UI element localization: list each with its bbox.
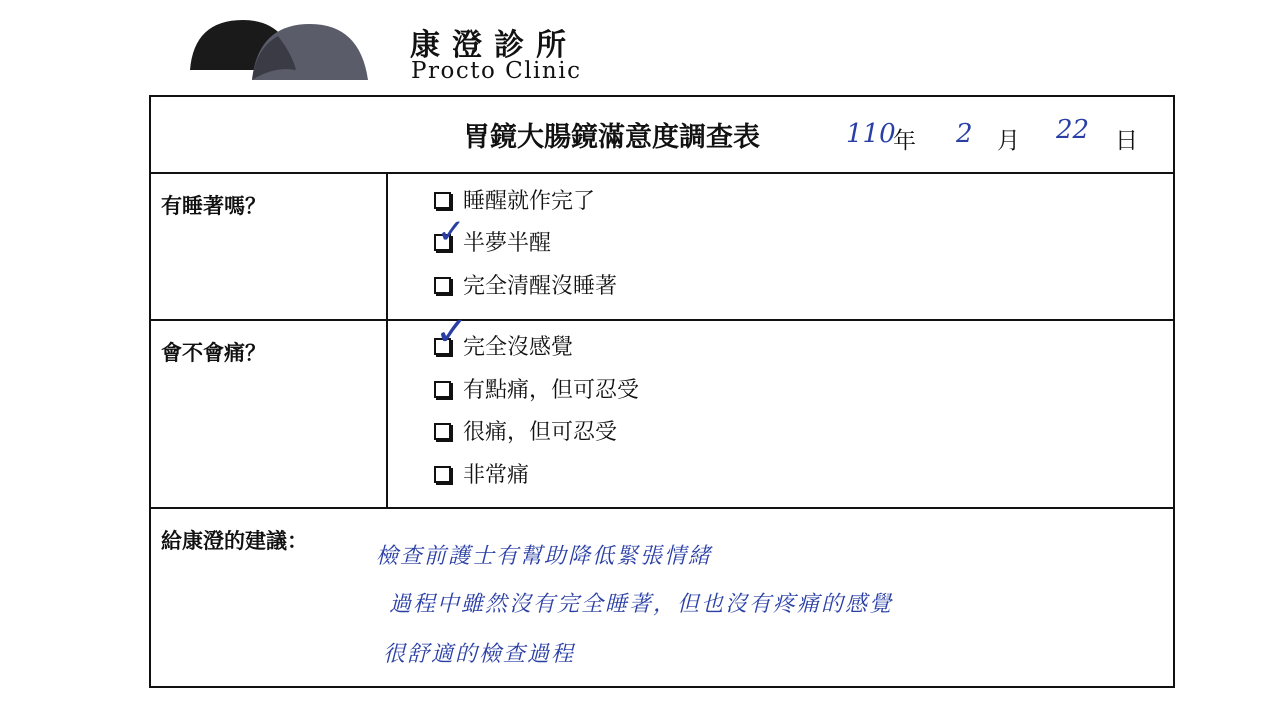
option-label: 很痛，但可忍受: [463, 420, 618, 445]
option-label: 非常痛: [463, 463, 530, 488]
column-divider: [386, 172, 388, 507]
checkbox-icon[interactable]: [434, 192, 451, 209]
option-label: 睡醒就作完了: [463, 189, 596, 214]
option-pain-4[interactable]: [434, 461, 529, 491]
divider: [151, 507, 1173, 509]
checkbox-icon[interactable]: [434, 277, 451, 294]
title-row: [151, 97, 1173, 172]
check-mark-icon: ✓: [435, 309, 469, 355]
clinic-logo-icon: [188, 18, 373, 86]
question-pain-label: 會不會痛？: [161, 341, 266, 365]
question-sleep-label: 有睡著嗎？: [161, 194, 266, 218]
option-label: 半夢半醒: [463, 231, 552, 256]
suggestion-label: 給康澄的建議：: [161, 529, 308, 553]
date-month-label: 月: [997, 128, 1020, 154]
suggestion-line-2[interactable]: 過程中雖然沒有完全睡著，但也沒有疼痛的感覺: [389, 592, 894, 617]
option-label: 完全沒感覺: [463, 335, 574, 360]
option-pain-2[interactable]: [434, 376, 639, 406]
divider: [151, 319, 1173, 321]
divider: [151, 172, 1173, 174]
checkbox-icon[interactable]: [434, 381, 451, 398]
date-year-value[interactable]: 110: [846, 119, 896, 149]
checkbox-icon[interactable]: [434, 466, 451, 483]
date-year-label: 年: [893, 128, 916, 154]
checkbox-icon[interactable]: [434, 423, 451, 440]
date-month-value[interactable]: 2: [956, 119, 973, 149]
check-mark-icon: ✓: [437, 212, 466, 252]
suggestion-line-3[interactable]: 很舒適的檢查過程: [383, 642, 576, 667]
survey-form: [149, 95, 1175, 688]
form-title: 胃鏡大腸鏡滿意度調查表: [463, 122, 760, 153]
suggestion-line-1[interactable]: 檢查前護士有幫助降低緊張情緒: [376, 544, 713, 569]
option-label: 有點痛，但可忍受: [463, 378, 640, 403]
option-label: 完全清醒沒睡著: [463, 274, 618, 299]
clinic-name-zh: 康澄診所: [410, 28, 578, 63]
date-day-value[interactable]: 22: [1056, 115, 1090, 145]
clinic-name-en: Procto Clinic: [411, 58, 582, 84]
date-day-label: 日: [1115, 128, 1138, 154]
option-pain-3[interactable]: [434, 418, 617, 448]
option-sleep-3[interactable]: [434, 272, 617, 302]
